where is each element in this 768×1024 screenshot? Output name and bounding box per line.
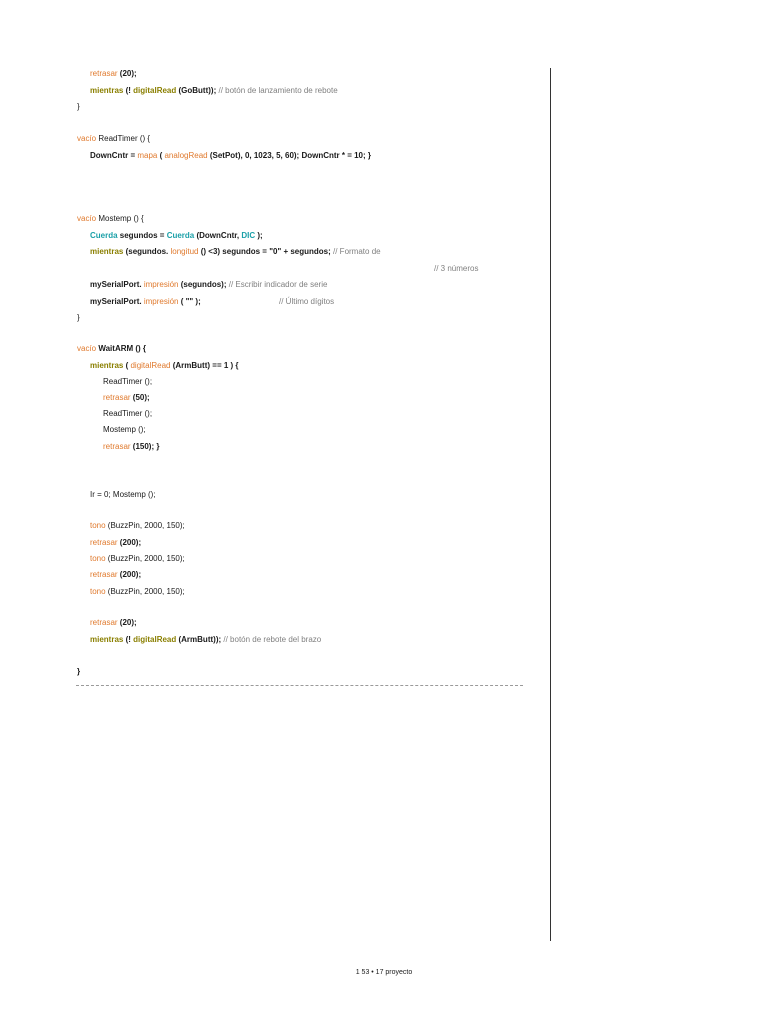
code-line: ReadTimer (); xyxy=(103,409,153,418)
code-line: retrasar (50); xyxy=(103,393,150,402)
code-line: tono (BuzzPin, 2000, 150); xyxy=(90,554,185,563)
code-line: ReadTimer (); xyxy=(103,377,153,386)
code-line: retrasar (20); xyxy=(90,69,137,78)
code-line: vacío ReadTimer () { xyxy=(77,134,151,143)
code-line: tono (BuzzPin, 2000, 150); xyxy=(90,521,185,530)
code-comment: // 3 números xyxy=(434,264,479,273)
code-line: } xyxy=(77,102,80,111)
code-line: } xyxy=(77,313,80,322)
code-line: mientras (! digitalRead (ArmButt)); // botón de rebote del brazo xyxy=(90,635,322,644)
code-comment: // Último dígitos xyxy=(279,297,335,306)
code-line: retrasar (200); xyxy=(90,538,142,547)
code-line: mySerialPort. impresión ( "" ); xyxy=(90,297,201,306)
code-line: vacío Mostemp () { xyxy=(77,214,144,223)
code-line: mientras (segundos. longitud () <3) segundos = "0" + segundos; // Formato de xyxy=(90,247,381,256)
code-line: Cuerda segundos = Cuerda (DownCntr, DIC ); xyxy=(90,231,263,240)
page-footer: 1 53 • 17 proyecto xyxy=(355,969,413,976)
code-line: retrasar (150); } xyxy=(103,442,160,451)
code-line: mientras (! digitalRead (GoButt)); // botón de lanzamiento de rebote xyxy=(90,86,338,95)
code-line: retrasar (200); xyxy=(90,570,142,579)
dashed-divider xyxy=(76,685,523,686)
code-line: tono (BuzzPin, 2000, 150); xyxy=(90,587,185,596)
code-line: mySerialPort. impresión (segundos); // Escribir indicador de serie xyxy=(90,280,328,289)
vertical-rule xyxy=(550,68,551,941)
code-line: mientras ( digitalRead (ArmButt) == 1 ) { xyxy=(90,361,239,370)
code-line: } xyxy=(77,667,81,676)
code-line: retrasar (20); xyxy=(90,618,137,627)
code-line: vacío WaitARM () { xyxy=(77,344,147,353)
code-line: DownCntr = mapa ( analogRead (SetPot), 0, 1023, 5, 60); DownCntr * = 10; } xyxy=(90,151,372,160)
code-line: Mostemp (); xyxy=(103,425,146,434)
code-line: Ir = 0; Mostemp (); xyxy=(90,490,156,499)
